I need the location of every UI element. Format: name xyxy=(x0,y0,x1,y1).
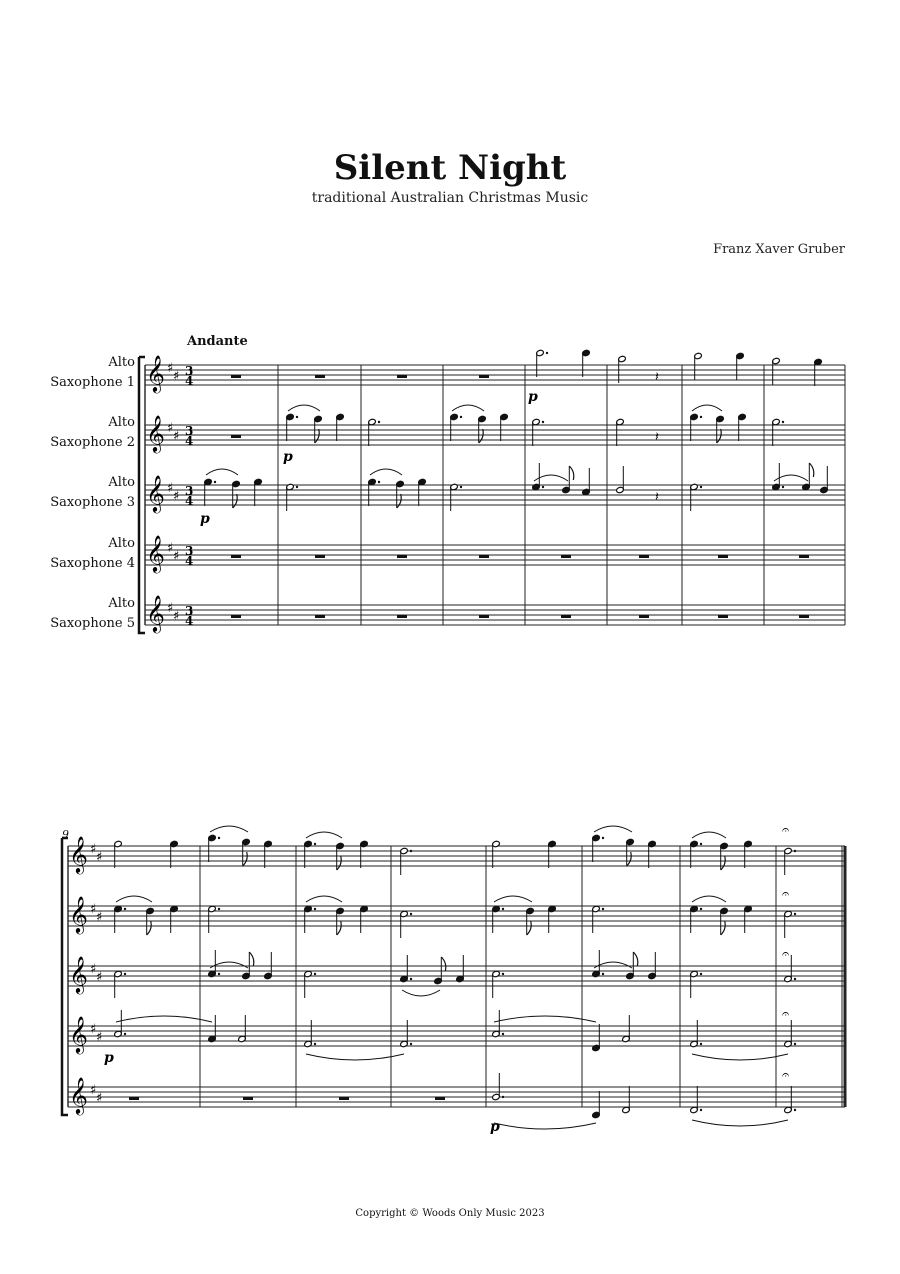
note-dot xyxy=(410,913,412,915)
slur xyxy=(306,1054,404,1060)
whole-rest xyxy=(479,375,489,378)
whole-rest xyxy=(231,615,241,618)
time-sig-bottom: 4 xyxy=(185,614,194,628)
time-sig-top: 3 xyxy=(185,604,194,618)
slur xyxy=(692,832,726,838)
whole-rest xyxy=(129,1097,139,1100)
time-sig-bottom: 4 xyxy=(185,554,194,568)
whole-rest xyxy=(639,615,649,618)
slur xyxy=(594,826,632,832)
whole-rest xyxy=(231,375,241,378)
treble-clef: 𝄞 xyxy=(69,1015,88,1053)
note-dot xyxy=(502,1096,504,1098)
note-flag xyxy=(243,852,248,866)
note-dot xyxy=(794,978,796,980)
note-dot xyxy=(794,1043,796,1045)
note-dot xyxy=(378,421,380,423)
note-flag xyxy=(233,494,238,508)
slur xyxy=(494,1123,596,1129)
instrument-number: Saxophone 4 xyxy=(50,556,135,571)
note-dot xyxy=(314,843,316,845)
sharp-sign: ♯ xyxy=(96,1091,103,1106)
treble-clef: 𝄞 xyxy=(69,835,88,873)
sharp-sign: ♯ xyxy=(173,429,180,444)
slur xyxy=(402,990,440,996)
treble-clef: 𝄞 xyxy=(146,594,165,632)
slur xyxy=(306,896,342,902)
tempo-marking: Andante xyxy=(187,334,248,349)
note-dot xyxy=(542,486,544,488)
note-flag xyxy=(721,856,726,870)
slur xyxy=(206,469,238,475)
note-flag xyxy=(397,494,402,508)
note-flag xyxy=(337,921,342,935)
note-dot xyxy=(700,973,702,975)
treble-clef: 𝄞 xyxy=(146,354,165,392)
note-dot xyxy=(602,837,604,839)
sharp-sign: ♯ xyxy=(167,541,174,556)
note-dot xyxy=(296,416,298,418)
note-dot xyxy=(314,908,316,910)
whole-rest xyxy=(397,615,407,618)
composer-credit: Franz Xaver Gruber xyxy=(713,242,845,257)
sharp-sign: ♯ xyxy=(90,902,97,917)
sharp-sign: ♯ xyxy=(167,481,174,496)
whole-rest xyxy=(561,555,571,558)
treble-clef: 𝄞 xyxy=(69,1076,88,1114)
fermata: 𝄐 xyxy=(782,947,790,962)
treble-clef: 𝄞 xyxy=(146,474,165,512)
slur xyxy=(116,896,152,902)
slur xyxy=(494,896,532,902)
whole-rest xyxy=(397,555,407,558)
whole-rest xyxy=(315,555,325,558)
note-dot xyxy=(794,1109,796,1111)
dynamic-marking: p xyxy=(200,511,210,527)
note-dot xyxy=(700,1043,702,1045)
sharp-sign: ♯ xyxy=(173,369,180,384)
note-dot xyxy=(410,850,412,852)
note-dot xyxy=(460,416,462,418)
instrument-number: Saxophone 5 xyxy=(50,616,135,631)
note-dot xyxy=(296,486,298,488)
note-flag xyxy=(569,466,574,480)
note-flag xyxy=(441,957,446,971)
fermata: 𝄐 xyxy=(782,1068,790,1083)
note-dot xyxy=(700,416,702,418)
quarter-rest: 𝄽 xyxy=(655,370,659,385)
slur xyxy=(116,1016,212,1022)
fermata: 𝄐 xyxy=(782,823,790,838)
time-sig-top: 3 xyxy=(185,364,194,378)
instrument-name: Alto xyxy=(108,415,135,430)
treble-clef: 𝄞 xyxy=(69,955,88,993)
slur xyxy=(692,1054,788,1060)
whole-rest xyxy=(231,555,241,558)
slur xyxy=(452,405,484,411)
note-dot xyxy=(782,486,784,488)
treble-clef: 𝄞 xyxy=(146,414,165,452)
note-flag xyxy=(721,921,726,935)
dynamic-marking: p xyxy=(528,389,538,405)
note-flag xyxy=(337,856,342,870)
instrument-name: Alto xyxy=(108,596,135,611)
dynamic-marking: p xyxy=(490,1119,500,1135)
slur xyxy=(692,1120,788,1126)
sharp-sign: ♯ xyxy=(167,421,174,436)
note-dot xyxy=(782,421,784,423)
dynamic-marking: p xyxy=(283,449,293,465)
note-dot xyxy=(700,486,702,488)
time-sig-top: 3 xyxy=(185,424,194,438)
instrument-name: Alto xyxy=(108,536,135,551)
fermata: 𝄐 xyxy=(782,1007,790,1022)
whole-rest xyxy=(315,375,325,378)
note-dot xyxy=(214,481,216,483)
sharp-sign: ♯ xyxy=(96,1030,103,1045)
sharp-sign: ♯ xyxy=(96,850,103,865)
note-dot xyxy=(378,481,380,483)
sharp-sign: ♯ xyxy=(90,1083,97,1098)
time-sig-bottom: 4 xyxy=(185,374,194,388)
instrument-name: Alto xyxy=(108,355,135,370)
whole-rest xyxy=(799,615,809,618)
note-dot xyxy=(794,913,796,915)
whole-rest xyxy=(479,555,489,558)
time-sig-bottom: 4 xyxy=(185,494,194,508)
treble-clef: 𝄞 xyxy=(69,895,88,933)
note-flag xyxy=(527,921,532,935)
sharp-sign: ♯ xyxy=(90,962,97,977)
time-sig-bottom: 4 xyxy=(185,434,194,448)
note-dot xyxy=(410,978,412,980)
score-subtitle: traditional Australian Christmas Music xyxy=(311,190,589,206)
note-dot xyxy=(218,973,220,975)
note-dot xyxy=(700,1109,702,1111)
treble-clef: 𝄞 xyxy=(146,534,165,572)
whole-rest xyxy=(718,615,728,618)
copyright-notice: Copyright © Woods Only Music 2023 xyxy=(355,1208,545,1219)
sharp-sign: ♯ xyxy=(90,1022,97,1037)
sharp-sign: ♯ xyxy=(96,910,103,925)
whole-rest xyxy=(339,1097,349,1100)
whole-rest xyxy=(799,555,809,558)
sharp-sign: ♯ xyxy=(173,609,180,624)
note-dot xyxy=(502,973,504,975)
system-bracket xyxy=(62,838,68,1115)
sharp-sign: ♯ xyxy=(167,361,174,376)
slur xyxy=(692,896,726,902)
note-flag xyxy=(627,852,632,866)
fermata: 𝄐 xyxy=(782,887,790,902)
time-sig-top: 3 xyxy=(185,544,194,558)
instrument-name: Alto xyxy=(108,475,135,490)
system-bracket xyxy=(139,357,145,633)
note-dot xyxy=(602,908,604,910)
note-flag xyxy=(147,921,152,935)
note-flag xyxy=(479,429,484,443)
note-dot xyxy=(546,352,548,354)
dynamic-marking: p xyxy=(104,1050,114,1066)
note-dot xyxy=(602,973,604,975)
note-flag xyxy=(249,952,254,966)
whole-rest xyxy=(639,555,649,558)
slur xyxy=(494,1016,596,1022)
note-dot xyxy=(314,1043,316,1045)
note-dot xyxy=(794,850,796,852)
quarter-rest: 𝄽 xyxy=(655,430,659,445)
note-dot xyxy=(218,908,220,910)
whole-rest xyxy=(243,1097,253,1100)
instrument-number: Saxophone 2 xyxy=(50,435,135,450)
note-dot xyxy=(502,908,504,910)
note-flag xyxy=(809,463,814,477)
whole-rest xyxy=(479,615,489,618)
note-dot xyxy=(542,421,544,423)
note-dot xyxy=(410,1043,412,1045)
measure-number: 9 xyxy=(62,828,69,841)
slur xyxy=(370,469,402,475)
whole-rest xyxy=(718,555,728,558)
note-dot xyxy=(124,973,126,975)
quarter-rest: 𝄽 xyxy=(655,490,659,505)
sharp-sign: ♯ xyxy=(90,842,97,857)
slur xyxy=(210,826,248,832)
sharp-sign: ♯ xyxy=(96,970,103,985)
note-dot xyxy=(124,1033,126,1035)
slur xyxy=(306,832,342,838)
sharp-sign: ♯ xyxy=(173,489,180,504)
note-dot xyxy=(314,973,316,975)
note-flag xyxy=(717,429,722,443)
note-dot xyxy=(460,486,462,488)
slur xyxy=(288,405,320,411)
note-dot xyxy=(502,1033,504,1035)
sharp-sign: ♯ xyxy=(173,549,180,564)
instrument-number: Saxophone 3 xyxy=(50,495,135,510)
whole-rest xyxy=(435,1097,445,1100)
whole-rest xyxy=(397,375,407,378)
slur xyxy=(692,405,722,411)
whole-rest xyxy=(561,615,571,618)
whole-rest xyxy=(231,435,241,438)
instrument-number: Saxophone 1 xyxy=(50,375,135,390)
score-title: Silent Night xyxy=(333,148,567,188)
time-sig-top: 3 xyxy=(185,484,194,498)
note-dot xyxy=(700,843,702,845)
sharp-sign: ♯ xyxy=(167,601,174,616)
note-flag xyxy=(633,952,638,966)
note-dot xyxy=(124,908,126,910)
whole-rest xyxy=(315,615,325,618)
note-dot xyxy=(700,908,702,910)
note-dot xyxy=(218,837,220,839)
note-flag xyxy=(315,429,320,443)
